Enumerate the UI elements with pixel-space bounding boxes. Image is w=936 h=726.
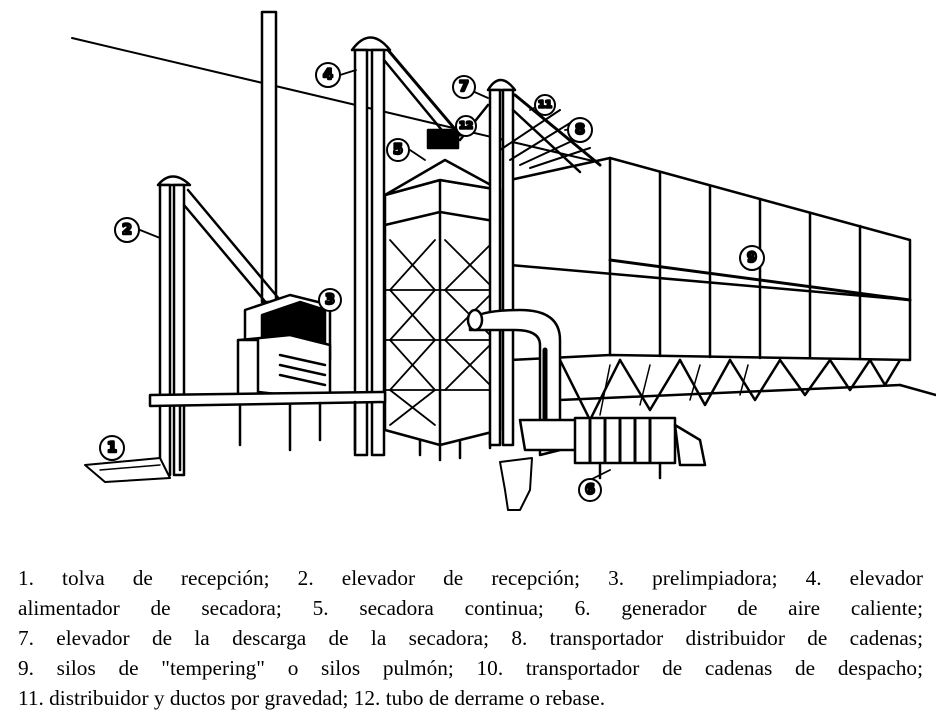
tempering-silos <box>510 158 936 420</box>
caption-line: 11. distribuidor y ductos por gravedad; 12. tubo de derrame o rebase. <box>18 686 606 710</box>
exhaust-stack <box>262 12 276 302</box>
svg-text:12: 12 <box>459 120 473 132</box>
callout-11 <box>535 95 555 115</box>
callout-6 <box>579 479 601 501</box>
callout-5 <box>387 139 409 161</box>
callout-8 <box>568 118 592 142</box>
caption-line: 7. elevador de la descarga de la secadora; 8. transportador distribuidor de cadenas; <box>18 626 923 650</box>
svg-text:7: 7 <box>459 79 469 95</box>
svg-text:2: 2 <box>122 222 132 238</box>
continuous-dryer <box>385 130 500 460</box>
svg-text:3: 3 <box>325 292 335 308</box>
caption-line: alimentador de secadora; 5. secadora continua; 6. generador de aire caliente; <box>18 596 923 620</box>
caption-line: 1. tolva de recepción; 2. elevador de recepción; 3. prelimpiadora; 4. elevador <box>18 566 923 590</box>
svg-text:1: 1 <box>107 440 117 456</box>
figure-caption <box>18 563 923 713</box>
pre-cleaner <box>238 295 330 395</box>
callout-12 <box>456 116 476 136</box>
perspective-line <box>72 38 610 165</box>
callout-4 <box>316 63 340 87</box>
svg-text:9: 9 <box>747 250 757 266</box>
svg-text:11: 11 <box>538 99 552 111</box>
svg-text:6: 6 <box>585 482 595 498</box>
callout-1 <box>100 436 124 460</box>
svg-text:4: 4 <box>323 67 333 83</box>
callout-3 <box>319 289 341 311</box>
hot-air-generator <box>575 418 705 478</box>
caption-line: 9. silos de "tempering" o silos pulmón; 10. transportador de cadenas de despacho; <box>18 656 923 680</box>
receiving-hopper <box>85 458 170 482</box>
callout-9 <box>740 246 764 270</box>
dispatch-hopper <box>500 458 532 510</box>
svg-text:5: 5 <box>393 142 403 158</box>
callout-2 <box>115 218 139 242</box>
callout-7 <box>453 76 475 98</box>
svg-text:8: 8 <box>575 122 585 138</box>
